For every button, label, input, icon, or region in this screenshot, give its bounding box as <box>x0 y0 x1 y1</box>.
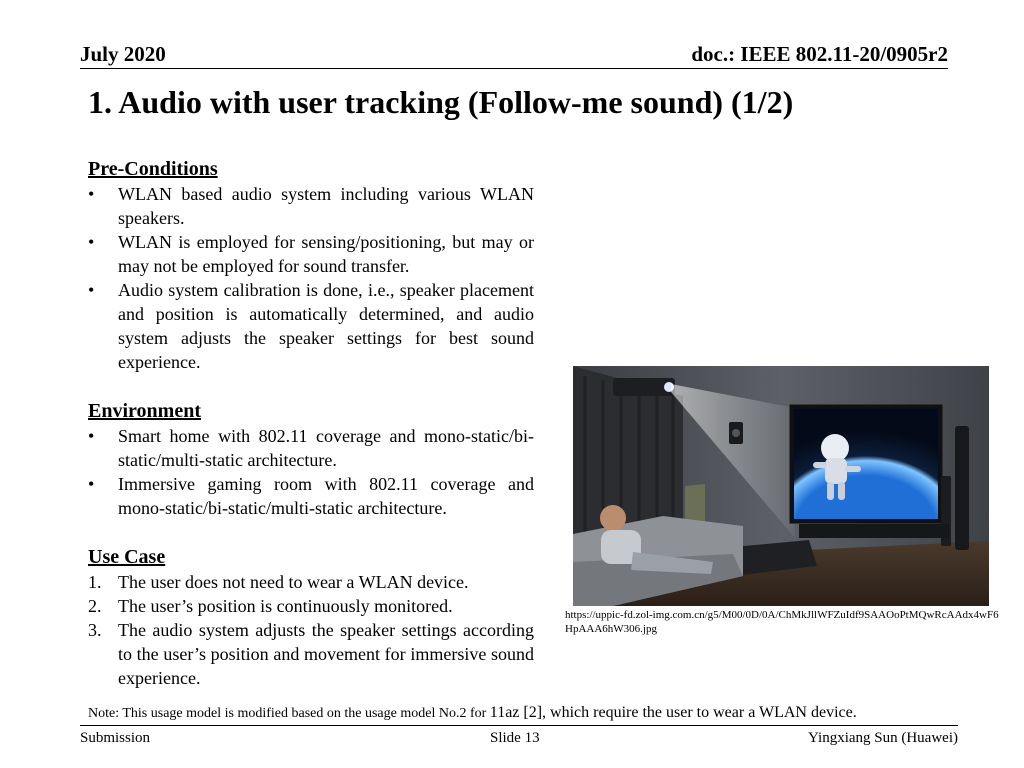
preconditions-heading: Pre-Conditions <box>88 158 218 180</box>
list-item-text: Smart home with 802.11 coverage and mono-static/bi-static/multi-static architecture. <box>118 426 534 470</box>
list-item <box>88 618 534 690</box>
list-item <box>88 230 534 278</box>
number-marker: 1. <box>88 572 102 592</box>
bullet-marker: • <box>88 280 95 300</box>
bullet-marker: • <box>88 426 95 446</box>
list-item <box>88 594 534 618</box>
footnote <box>88 704 857 722</box>
bullet-marker: • <box>88 232 95 252</box>
bullet-marker: • <box>88 184 95 204</box>
slide-body <box>88 156 534 690</box>
environment-list <box>88 424 534 520</box>
slide-title: 1. Audio with user tracking (Follow-me sound) (1/2) <box>88 84 794 120</box>
use-case-list <box>88 570 534 690</box>
use-case-heading: Use Case <box>88 546 166 568</box>
home-theater-photo <box>573 366 989 606</box>
list-item-text: The audio system adjusts the speaker settings according to the user’s position and movement for immersive sound experience. <box>118 620 534 688</box>
list-item <box>88 472 534 520</box>
footer-slide-number: Slide 13 <box>490 730 540 746</box>
bullet-marker: • <box>88 474 95 494</box>
footer-author: Yingxiang Sun (Huawei) <box>808 730 958 746</box>
header-divider <box>80 68 948 69</box>
list-item-text: The user’s position is continuously monitored. <box>118 596 453 616</box>
footer-divider <box>80 725 958 726</box>
header-doc-id: doc.: IEEE 802.11-20/0905r2 <box>691 42 948 66</box>
environment-heading: Environment <box>88 400 201 422</box>
list-item <box>88 570 534 594</box>
preconditions-list <box>88 182 534 374</box>
list-item-text: WLAN is employed for sensing/positioning, but may or may not be employed for sound transfer. <box>118 232 534 276</box>
list-item-text: Immersive gaming room with 802.11 coverage and mono-static/bi-static/multi-static architecture. <box>118 474 534 518</box>
list-item <box>88 182 534 230</box>
photo-credit-url: https://uppic-fd.zol-img.com.cn/g5/M00/0D/0A/ChMkJllWFZuIdf9SAAOoPtMQwRcAAdx4wF6HpAAA6hW306.jpg <box>565 609 999 635</box>
number-marker: 2. <box>88 596 102 616</box>
footer-submission: Submission <box>80 730 151 746</box>
list-item-text: Audio system calibration is done, i.e., speaker placement and position is automatically determined, and audio system adjusts the speaker settings for best sound experience. <box>118 280 534 372</box>
list-item-text: The user does not need to wear a WLAN device. <box>118 572 469 592</box>
list-item <box>88 424 534 472</box>
list-item-text: WLAN based audio system including various WLAN speakers. <box>118 184 534 228</box>
footnote-text-2: 11az [2], which require the user to wear a WLAN device. <box>489 704 857 721</box>
header-date: July 2020 <box>80 42 166 66</box>
list-item <box>88 278 534 374</box>
number-marker: 3. <box>88 620 102 640</box>
footnote-text-1: Note: This usage model is modified based on the usage model No.2 for <box>88 706 490 721</box>
